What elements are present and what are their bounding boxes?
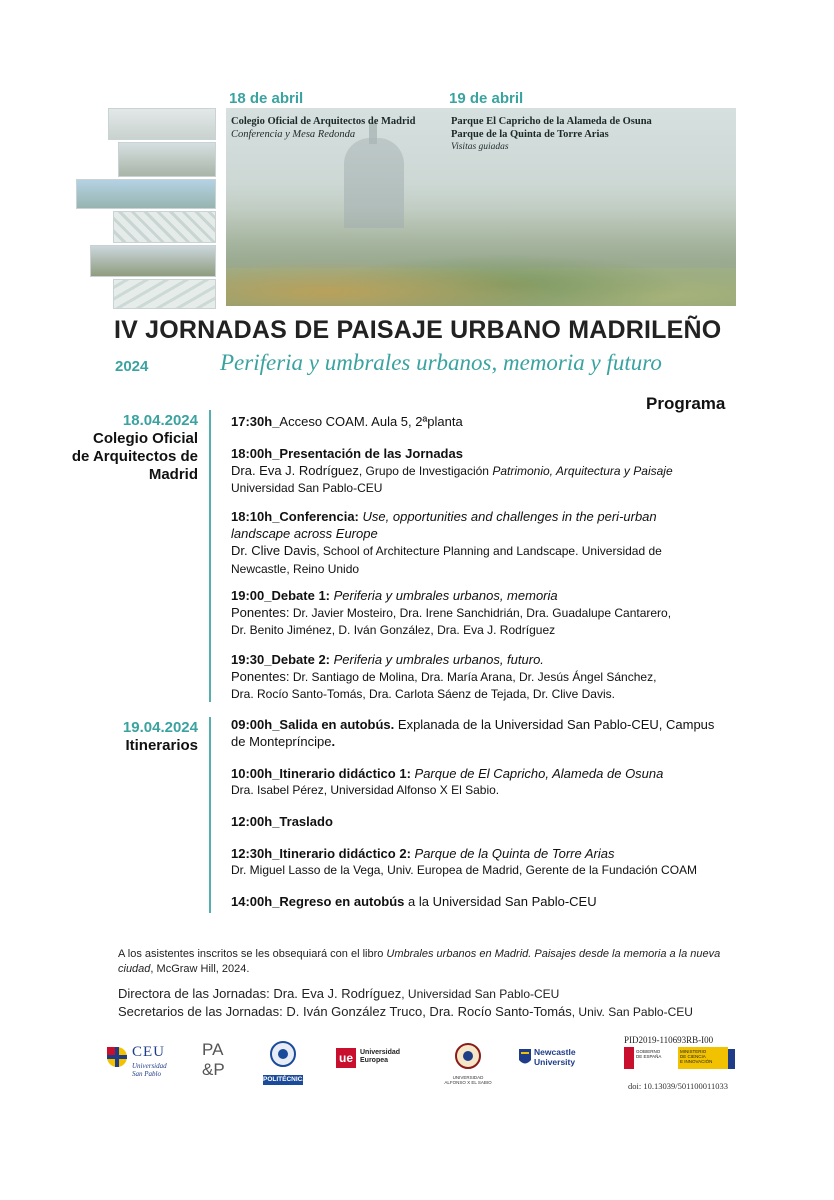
credits (118, 985, 798, 1021)
program-item (231, 893, 731, 910)
item-topic: Parque de El Capricho, Alameda de Osuna (414, 766, 664, 781)
item-title: Regreso en autobús (279, 894, 405, 909)
item-affiliation: , School of Architecture Planning and Landscape. Universidad de Newcastle, Reino Unido (231, 544, 662, 576)
item-title: Debate 1: (271, 588, 331, 603)
program-item (231, 716, 731, 750)
alfonso-x-name: ALFONSO X EL SABIO (444, 1080, 492, 1085)
upm-logo (263, 1040, 308, 1083)
doi: doi: 10.13039/501100011033 (628, 1081, 728, 1091)
alfonso-x-logo (440, 1042, 496, 1086)
upm-shield-icon (263, 1040, 303, 1070)
day1-venue-line: de Arquitectos de (71, 448, 198, 465)
item-research-group: Patrimonio, Arquitectura y Paisaje (492, 464, 673, 478)
day1-date: 18.04.2024 (122, 412, 198, 429)
ceu-name: CEU (132, 1044, 165, 1060)
director-affiliation: , Universidad San Pablo-CEU (401, 987, 560, 1001)
aei-mark-icon (728, 1049, 735, 1069)
day2-divider (209, 717, 211, 913)
day2-header-activity: Visitas guiadas (451, 142, 509, 152)
note-text: , McGraw Hill, 2024. (150, 963, 250, 975)
alfonso-x-name: UNIVERSIDAD (452, 1075, 484, 1080)
item-speakers: Dr. Benito Jiménez, D. Iván González, Dra. Eva J. Rodríguez (231, 623, 556, 637)
item-speaker: Dra. Eva J. Rodríguez (231, 463, 359, 478)
program-item (231, 445, 731, 497)
thumbnail-image (90, 245, 216, 277)
ceu-logo (106, 1040, 186, 1084)
program-item (231, 765, 731, 799)
item-topic: Use, opportunities and challenges in the peri-urban landscape across Europe (231, 509, 657, 541)
program-item (231, 413, 731, 430)
newcastle-name: University (534, 1057, 576, 1067)
ministry-name: MINISTERIO (680, 1049, 707, 1054)
alfonso-x-seal-icon (454, 1042, 482, 1070)
item-speakers: Dr. Santiago de Molina, Dra. María Arana, Dr. Jesús Ángel Sánchez, (289, 670, 657, 684)
item-affiliation: , Grupo de Investigación (358, 464, 493, 478)
item-time: 12:30h_ (231, 846, 280, 861)
universidad-europea-logo (336, 1048, 416, 1072)
item-text: de Montepríncipe (231, 734, 332, 749)
newcastle-name: Newcastle (534, 1047, 576, 1057)
item-text: a la Universidad San Pablo-CEU (404, 894, 597, 909)
gov-name: GOBIERNO (636, 1049, 661, 1054)
day1-header-activity: Conferencia y Mesa Redonda (231, 129, 356, 140)
main-title: IV JORNADAS DE PAISAJE URBANO MADRILEÑO (114, 316, 722, 344)
program-item (231, 651, 731, 703)
item-time: 18:00h_ (231, 446, 280, 461)
item-topic: Periferia y umbrales urbanos, futuro. (333, 652, 544, 667)
item-time: 18:10h_ (231, 509, 280, 524)
programa-label: Programa (646, 394, 726, 413)
item-time: 10:00h_ (231, 766, 280, 781)
item-time: 09:00h_ (231, 717, 280, 732)
pap-text: &P (202, 1060, 225, 1079)
secretaries-credit: Secretarios de las Jornadas: D. Iván González Truco, Dra. Rocío Santo-Tomás (118, 1004, 572, 1019)
item-title: Salida en autobús. (279, 717, 395, 732)
item-time: 14:00h_ (231, 894, 280, 909)
item-title: Acceso COAM. Aula 5, 2ªplanta (279, 414, 463, 429)
ue-name: Europea (360, 1057, 389, 1064)
item-time: 12:00h_ (231, 814, 280, 829)
subtitle: Periferia y umbrales urbanos, memoria y futuro (220, 350, 662, 375)
ministry-name: DE CIENCIA (680, 1054, 706, 1059)
ceu-sub: San Pablo (132, 1070, 161, 1078)
item-time: 19:00_ (231, 588, 272, 603)
item-text: Explanada de la Universidad San Pablo-CEU, Campus (394, 717, 715, 732)
program-item (231, 845, 731, 879)
day1-header-venue: Colegio Oficial de Arquitectos de Madrid (231, 116, 416, 127)
day1-venue-line: Colegio Oficial (92, 430, 198, 447)
item-speaker: Dr. Clive Davis (231, 543, 317, 558)
ministry-logo (624, 1047, 734, 1075)
item-title: Conferencia: (279, 509, 359, 524)
day1-divider (209, 410, 211, 702)
item-topic: Periferia y umbrales urbanos, memoria (333, 588, 558, 603)
upm-name: POLITÉCNICA (263, 1076, 308, 1083)
item-time: 17:30h_ (231, 414, 280, 429)
item-speakers-label: Ponentes: (231, 605, 290, 620)
book-gift-note (118, 947, 758, 977)
item-speaker: Dr. Miguel Lasso de la Vega, Univ. Europea de Madrid, Gerente de la Fundación COAM (231, 863, 698, 877)
item-speakers: Dra. Rocío Santo-Tomás, Dra. Carlota Sáenz de Tejada, Dr. Clive Davis. (231, 687, 615, 701)
day2-venue-line: Itinerarios (125, 737, 198, 754)
day2-header-venue2: Parque de la Quinta de Torre Arias (451, 129, 609, 140)
item-title: Traslado (279, 814, 333, 829)
program-item (231, 508, 711, 578)
item-title: Itinerario didáctico 1: (279, 766, 411, 781)
ue-mark-icon: ue (336, 1048, 356, 1068)
newcastle-crest-icon (518, 1048, 532, 1068)
item-speakers-label: Ponentes: (231, 669, 290, 684)
item-topic: Parque de la Quinta de Torre Arias (414, 846, 615, 861)
program-item (231, 587, 731, 639)
ceu-cross-icon (106, 1046, 128, 1068)
secretaries-affiliation: , Univ. San Pablo-CEU (571, 1005, 693, 1019)
note-text: A los asistentes inscritos se les obsequiará con el libro (118, 948, 387, 960)
spain-coat-of-arms-icon (624, 1047, 634, 1069)
year: 2024 (115, 358, 149, 375)
item-title: Presentación de las Jornadas (279, 446, 463, 461)
newcastle-logo (518, 1046, 584, 1072)
thumbnail-image (76, 179, 216, 209)
project-id: PID2019-110693RB-I00 (624, 1035, 714, 1045)
item-title: Debate 2: (271, 652, 331, 667)
thumbnail-image (113, 211, 216, 243)
ministry-name: E INNOVACIÓN (680, 1059, 713, 1064)
thumbnail-image (113, 279, 216, 309)
item-time: 19:30_ (231, 652, 272, 667)
day1-header-date: 18 de abril (229, 90, 304, 107)
item-title: Itinerario didáctico 2: (279, 846, 411, 861)
day2-header-date: 19 de abril (449, 90, 524, 107)
book-title: Umbrales urbanos en Madrid. Paisajes desde la memoria a la nueva ciudad (118, 948, 721, 975)
program-item (231, 813, 731, 830)
day2-date: 19.04.2024 (122, 719, 198, 736)
thumbnail-image (108, 108, 216, 140)
day2-header-venue1: Parque El Capricho de la Alameda de Osuna (451, 116, 652, 127)
gov-name: DE ESPAÑA (636, 1054, 662, 1059)
day1-venue-line: Madrid (148, 466, 198, 483)
pap-text: PA (202, 1040, 224, 1059)
ceu-sub: Universidad (132, 1062, 167, 1070)
ue-name: Universidad (360, 1049, 401, 1056)
thumbnail-image (118, 142, 216, 177)
day2-column (60, 719, 198, 755)
item-speaker: Dra. Isabel Pérez, Universidad Alfonso X El Sabio. (231, 783, 500, 797)
item-speakers: Dr. Javier Mosteiro, Dra. Irene Sanchidrián, Dra. Guadalupe Cantarero, (289, 606, 672, 620)
day1-column (60, 412, 198, 484)
director-credit: Directora de las Jornadas: Dra. Eva J. Rodríguez (118, 986, 402, 1001)
item-text: . (331, 734, 336, 749)
item-university: Universidad San Pablo-CEU (231, 481, 383, 495)
pap-logo (202, 1040, 232, 1084)
